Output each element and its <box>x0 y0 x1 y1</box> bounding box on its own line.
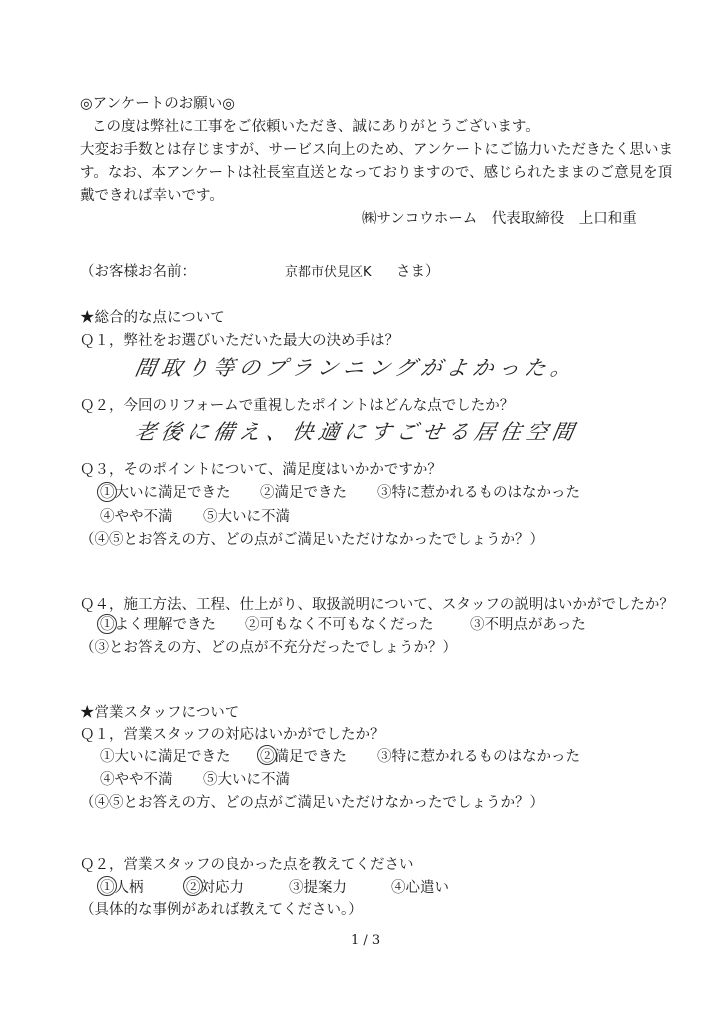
overall-q3-followup: （④⑤とお答えの方、どの点がご満足いただけなかったでしょうか？） <box>80 532 544 548</box>
overall-a2-handwritten: 老後に備え、快適にすごせる居住空間 <box>132 420 581 444</box>
selection-circle-mark <box>257 745 277 765</box>
intro-line-2: 大変お手数とは存じますが、サービス向上のため、アンケートにご協力いただきたく思いま <box>80 142 674 158</box>
sales-q2: Ｑ２，営業スタッフの良かった点を教えてください <box>80 857 414 873</box>
sales-q2-option-4: ④心遣い <box>391 880 449 896</box>
sales-q1-option-5: ⑤大いに不満 <box>203 772 290 788</box>
selection-circle-mark <box>97 614 117 634</box>
selection-circle-mark <box>97 482 117 502</box>
survey-title: ◎アンケートのお願い◎ <box>80 96 235 112</box>
overall-q4-option-1: ①よく理解できた <box>100 617 216 633</box>
selection-circle-mark <box>97 876 117 896</box>
sales-q1: Ｑ１，営業スタッフの対応はいかがでしたか？ <box>80 727 385 743</box>
sales-q2-option-1: ①人柄 <box>100 880 144 896</box>
overall-q4: Ｑ４，施工方法、工程、仕上がり、取扱説明について、スタッフの説明はいかがでしたか？ <box>80 597 674 613</box>
sales-q2-option-2: ②対応力 <box>186 880 244 896</box>
overall-q1: Ｑ１，弊社をお選びいただいた最大の決め手は？ <box>80 333 399 349</box>
sales-q2-option-3: ③提案力 <box>289 880 347 896</box>
overall-q3-option-4: ④やや不満 <box>100 509 173 525</box>
sales-q1-option-2: ②満足できた <box>260 749 347 765</box>
overall-q3-option-1: ①大いに満足できた <box>100 485 231 501</box>
overall-q4-option-3: ③不明点があった <box>470 617 586 633</box>
sales-q1-followup: （④⑤とお答えの方、どの点がご満足いただけなかったでしょうか？） <box>80 795 544 811</box>
intro-line-3: す。なお、本アンケートは社長室直送となっておりますので、感じられたままのご意見を頂 <box>80 165 673 181</box>
overall-q3-option-2: ②満足できた <box>260 485 347 501</box>
overall-q3: Ｑ３，そのポイントについて、満足度はいかかですか？ <box>80 462 442 478</box>
overall-q3-option-5: ⑤大いに不満 <box>203 509 290 525</box>
overall-a1-handwritten: 間取り等のプランニングがよかった。 <box>132 356 579 380</box>
section-overall-heading: ★総合的な点について <box>80 310 225 326</box>
overall-q4-followup: （③とお答えの方、どの点が不充分だったでしょうか？） <box>80 640 457 656</box>
intro-line-1: この度は弊社に工事をご依頼いただき、誠にありがとうございます。 <box>92 119 540 135</box>
overall-q2: Ｑ２，今回のリフォームで重視したポイントはどんな点でしたか？ <box>80 398 515 414</box>
intro-line-4: 戴できれば幸いです。 <box>80 188 224 204</box>
customer-name-suffix: さま） <box>396 264 440 280</box>
section-sales-heading: ★営業スタッフについて <box>80 705 240 721</box>
overall-q4-option-2: ②可もなく不可もなくだった <box>245 617 434 633</box>
customer-name-label: （お客様お名前： <box>80 264 196 280</box>
sales-q1-option-1: ①大いに満足できた <box>100 749 231 765</box>
customer-name-value: 京都市伏見区K <box>285 265 372 280</box>
company-signature: ㈱サンコウホーム 代表取締役 上口和重 <box>362 211 637 227</box>
sales-q1-option-4: ④やや不満 <box>100 772 173 788</box>
selection-circle-mark <box>183 876 203 896</box>
page-number: 1 / 3 <box>351 933 381 948</box>
sales-q2-followup: （具体的な事例があれば教えてください。） <box>80 902 363 918</box>
sales-q1-option-3: ③特に惹かれるものはなかった <box>377 749 580 765</box>
overall-q3-option-3: ③特に惹かれるものはなかった <box>377 485 580 501</box>
